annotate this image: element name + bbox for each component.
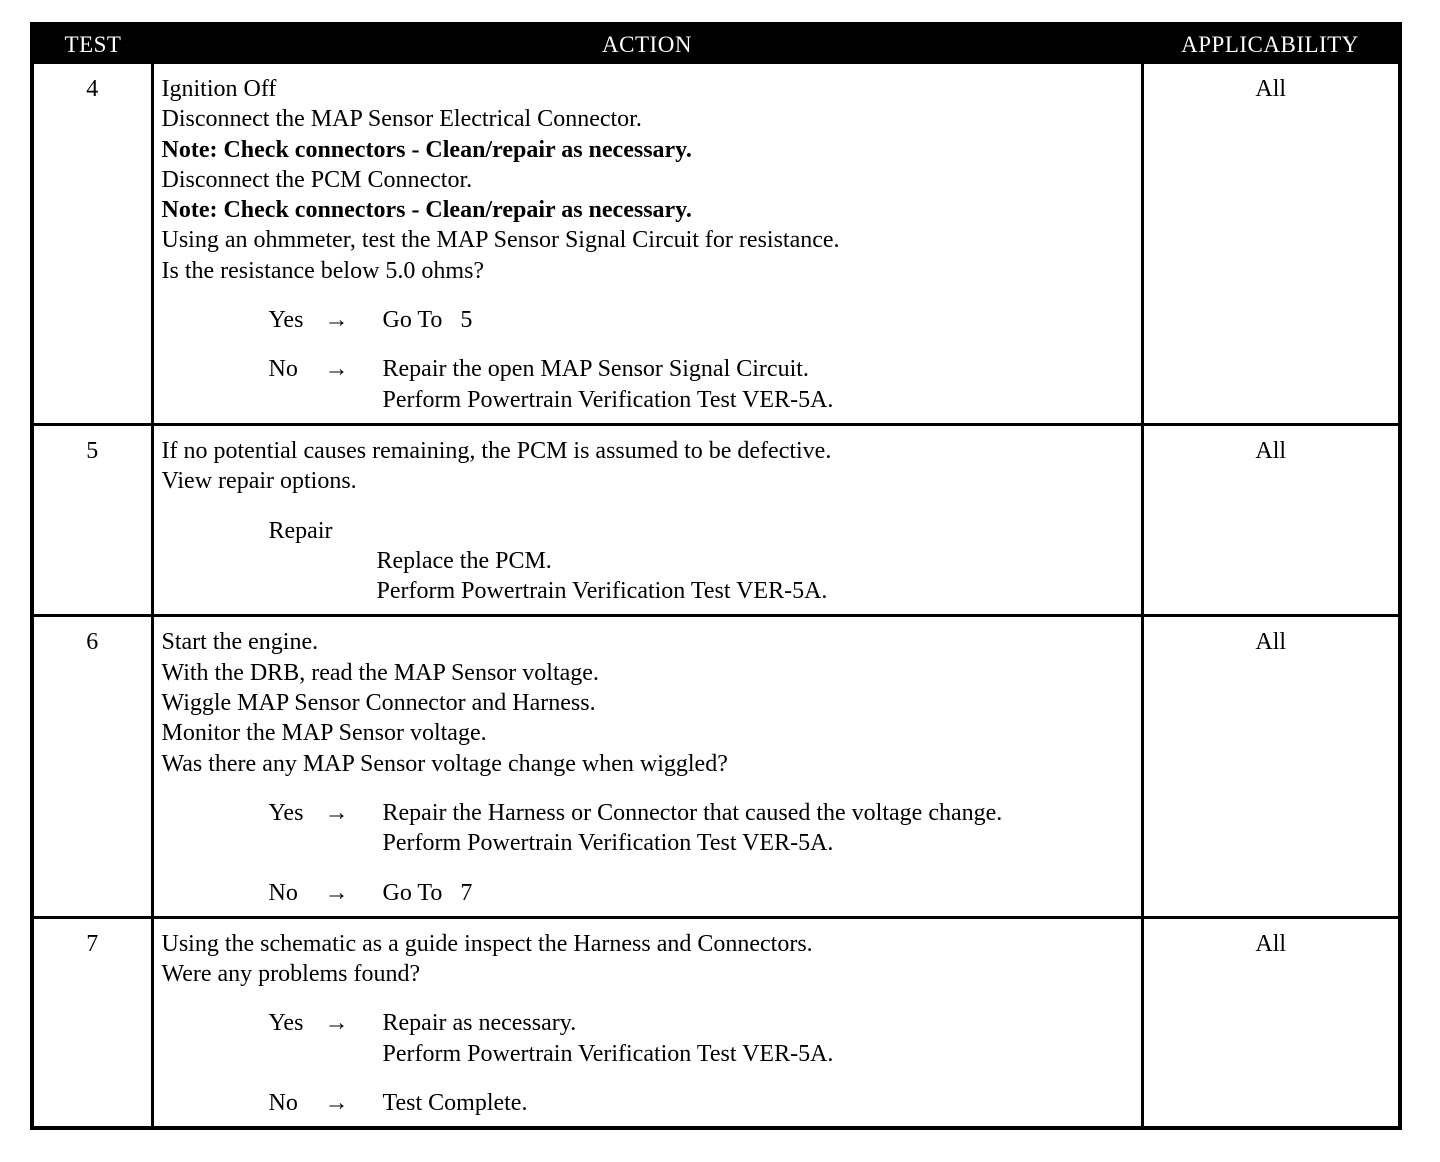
action-line: Monitor the MAP Sensor voltage. (161, 720, 487, 747)
answer-list (162, 798, 1135, 908)
answer-label: No (268, 356, 298, 383)
answer-yes (162, 1008, 1135, 1069)
answer-list (162, 1008, 1135, 1118)
goto-number: 5 (460, 307, 473, 334)
test-number: 7 (32, 917, 152, 1128)
answer-no (162, 1088, 1135, 1118)
answer-line: Repair the Harness or Connector that caused the voltage change. (382, 799, 1003, 826)
action-line: Wiggle MAP Sensor Connector and Harness. (161, 690, 596, 717)
action-line: Using the schematic as a guide inspect the Harness and Connectors. (161, 930, 813, 957)
action-question: Is the resistance below 5.0 ohms? (161, 257, 485, 284)
answer-yes (162, 305, 1135, 335)
answer-body (383, 798, 1003, 859)
goto-text: Go To (382, 307, 443, 334)
action-cell (152, 616, 1142, 917)
table-row (32, 917, 1400, 1128)
repair-options (162, 516, 1135, 607)
right-arrow-icon: → (324, 1090, 349, 1117)
answer-label: Yes (268, 799, 304, 826)
goto-text: Go To (382, 879, 443, 906)
header-test: TEST (32, 24, 152, 64)
header-action: ACTION (152, 24, 1142, 64)
action-cell (152, 64, 1142, 424)
action-cell (152, 424, 1142, 615)
answer-body (383, 878, 473, 908)
test-number: 5 (32, 424, 152, 615)
action-line: Using an ohmmeter, test the MAP Sensor Signal Circuit for resistance. (161, 227, 840, 254)
action-line: Start the engine. (161, 629, 319, 656)
diagnostic-page (30, 22, 1398, 1130)
answer-line: Repair as necessary. (382, 1010, 577, 1037)
applicability-cell: All (1142, 424, 1400, 615)
answer-line: Perform Powertrain Verification Test VER-5A. (382, 830, 834, 857)
goto-number: 7 (460, 879, 473, 906)
right-arrow-icon: → (324, 879, 349, 906)
diagnostic-table (30, 22, 1402, 1130)
action-cell (152, 917, 1142, 1128)
answer-label: No (268, 879, 298, 906)
answer-no (162, 878, 1135, 908)
table-header-row (32, 24, 1400, 64)
answer-line: Test Complete. (382, 1090, 528, 1117)
repair-line: Perform Powertrain Verification Test VER-5A. (376, 578, 828, 605)
action-line: Disconnect the PCM Connector. (161, 166, 473, 193)
action-line: If no potential causes remaining, the PCM is assumed to be defective. (161, 437, 832, 464)
action-question: Were any problems found? (161, 961, 421, 988)
answer-body (383, 1008, 834, 1069)
right-arrow-icon: → (324, 356, 349, 383)
repair-title: Repair (268, 517, 333, 544)
action-line: With the DRB, read the MAP Sensor voltage. (161, 659, 599, 686)
right-arrow-icon: → (324, 799, 349, 826)
applicability-cell: All (1142, 616, 1400, 917)
repair-lines (269, 546, 1135, 607)
answer-label: Yes (268, 307, 304, 334)
action-line: Disconnect the MAP Sensor Electrical Connector. (161, 106, 642, 133)
answer-label: No (268, 1090, 298, 1117)
answer-line: Perform Powertrain Verification Test VER-5A. (382, 386, 834, 413)
answer-yes (162, 798, 1135, 859)
action-note: Note: Check connectors - Clean/repair as necessary. (161, 136, 692, 163)
repair-line: Replace the PCM. (376, 547, 552, 574)
answer-body (383, 354, 834, 415)
action-note: Note: Check connectors - Clean/repair as necessary. (161, 197, 692, 224)
action-line: View repair options. (161, 468, 357, 495)
action-line: Ignition Off (161, 76, 277, 102)
table-row (32, 424, 1400, 615)
table-row (32, 64, 1400, 424)
answer-no (162, 354, 1135, 415)
answer-label: Yes (268, 1010, 304, 1037)
applicability-cell: All (1142, 917, 1400, 1128)
table-row (32, 616, 1400, 917)
test-number: 6 (32, 616, 152, 917)
right-arrow-icon: → (324, 1010, 349, 1037)
right-arrow-icon: → (324, 307, 349, 334)
answer-line: Perform Powertrain Verification Test VER-5A. (382, 1040, 834, 1067)
answer-body (383, 1088, 528, 1118)
action-question: Was there any MAP Sensor voltage change when wiggled? (161, 750, 728, 777)
answer-line: Repair the open MAP Sensor Signal Circuit. (382, 356, 809, 383)
applicability-cell: All (1142, 64, 1400, 424)
test-number: 4 (86, 76, 99, 102)
answer-list (162, 305, 1135, 415)
answer-body (383, 305, 473, 335)
header-applicability: APPLICABILITY (1142, 24, 1400, 64)
